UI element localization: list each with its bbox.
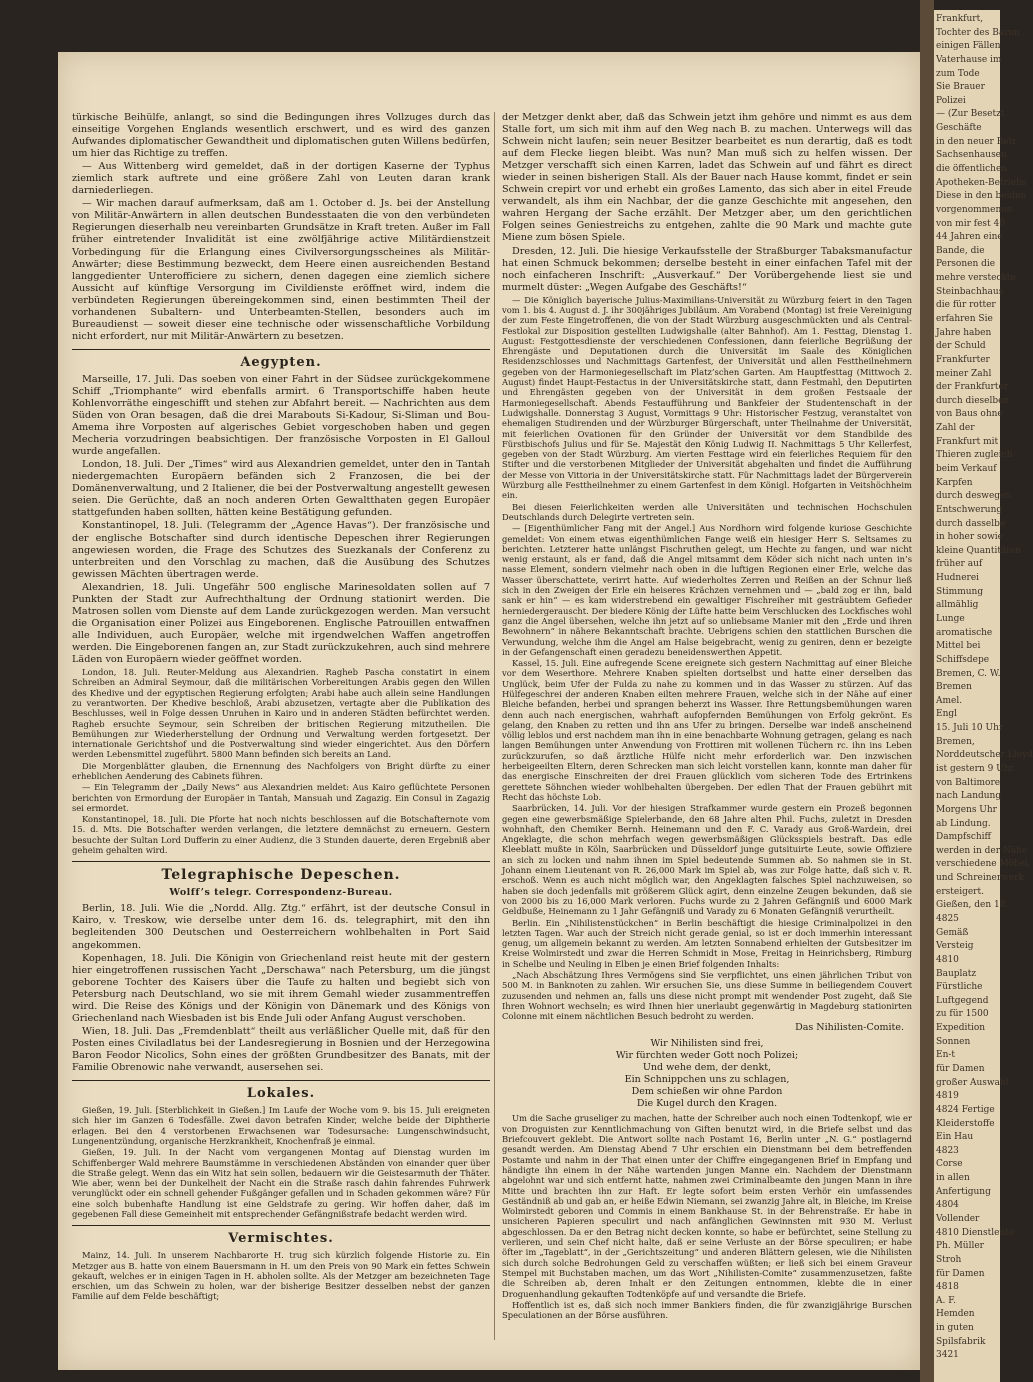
edge-fragment: verschiedene Möbel, xyxy=(936,859,1031,870)
paragraph-giessen-baumstaemme: Gießen, 19. Juli. In der Nacht vom vergangenen Montag auf Dienstag wurden im Schiffenberger Wald mehrere Baumstämme in verschiedenen Abständen von einander quer über die Straße gelegt. Wenn das ein Witz hat sein sollen, bedauern wir die Geistesarmuth der Thäter. Wie aber, wenn bei der Dunkelheit der Nacht ein die Straße rasch dahin fahrendes Fuhrwerk verunglückt oder ein schnell gehender Fußgänger gefallen und in Schaden gekommen wäre? Für eine solch bubenhafte Handlung ist eine Geldstrafe zu gering. Wir hoffen daher, daß im gegebenen Fall diese Gemeinheit mit entsprechender Gefängnißstrafe bedacht werden wird. xyxy=(72,1147,490,1219)
paragraph-marseille: Marseille, 17. Juli. Das soeben von einer Fahrt in der Südsee zurückgekommene Schiff „Triomphante“ wird ebenfalls armirt. 6 Transportschiffe haben heute Kohlenvorräthe eingeschifft und stehen zur Abfahrt bereit. — Nachrichten aus dem Süden von Oran besagen, daß die drei Marabouts Si-Kadour, Si-Sliman und Bou-Amema ihre Vorposten auf algerisches Gebiet vorgeschoben haben und gegen Mecheria vorzudringen beabsichtigen. Der französische Vorposten in El Galloul wurde angefallen. xyxy=(72,373,490,458)
heading-vermischtes: Vermischtes. xyxy=(72,1225,490,1246)
edge-fragment: Mittel bei xyxy=(936,641,981,652)
verse-line: Ein Schnippchen uns zu schlagen, xyxy=(624,1074,790,1086)
edge-fragment: beim Verkauf xyxy=(936,464,997,474)
paragraph-wittenberg-typhus: — Aus Wittenberg wird gemeldet, daß in der dortigen Kaserne der Typhus ziemlich stark auftrete und eine größere Zahl von Leuten daran krank darniederliegen. xyxy=(72,161,490,197)
edge-fragment: von Baus ohne xyxy=(936,409,1003,420)
edge-fragment: Spilsfabrik xyxy=(936,1336,986,1347)
paragraph-morgenblaetter: Die Morgenblätter glauben, die Ernennung des Nachfolgers von Bright dürfte zu einer erheblichen Aenderung des Cabinets führen. xyxy=(72,760,490,781)
signature-nihilisten-comite: Das Nihilisten-Comite. xyxy=(795,1022,904,1034)
edge-fragment: Stroh xyxy=(936,1254,962,1265)
edge-fragment: Sonnen xyxy=(936,1036,971,1047)
edge-fragment: Steinbachhaus xyxy=(936,286,1004,297)
paragraph-konstantinopel-suezkanal: Konstantinopel, 18. Juli. (Telegramm der „Agence Havas“). Der französische und der englische Botschafter sind durch identische Depeschen ihrer Regierungen angewiesen worden, die Frage des Schutzes des Suezkanals der Conferenz zu unterbreiten und den Vorschlag zu machen, daß die Ausübung des Schutzes gewissen Mächten übertragen werde. xyxy=(72,520,490,580)
column-rule xyxy=(494,112,495,1340)
paragraph-london-reuter: London, 18. Juli. Reuter-Meldung aus Alexandrien. Ragheb Pascha constatirt in einem Schreiben an Admiral Seymour, daß die militärischen Vorbereitungen Arabis gegen den Willen des Khedive und der egyptischen Regierung erfolgten; Arabi habe auch allein seine Handlungen zu verantworten. Der Khedive beschloß, Arabi abzusetzen, vertagte aber die Publikation des Beschlusses, weil in Folge dessen Unruhen in Kairo und in anderen Städten befürchtet werden. Ragheb ersuchte Seymour, sein Schreiben der britischen Regierung mitzutheilen. Die Bemühungen zur Wiederherstellung der Ordnung und Verwaltung werden fortgesetzt. Der internationale Gerichtshof und die Postverwaltung sind wieder eingerichtet. Aus den Dörfern werden Lebensmittel zugeführt. 5800 Mann befinden sich bereits an Land. xyxy=(72,667,490,760)
edge-fragment: Hemden xyxy=(936,1309,975,1320)
edge-fragment: und Schreinerwerk xyxy=(936,873,1024,884)
edge-fragment: Expedition xyxy=(936,1023,986,1034)
edge-fragment: zu für 1500 xyxy=(936,1009,989,1020)
edge-fragment: zum Tode xyxy=(936,68,980,79)
edge-fragment: Kleiderstoffe xyxy=(936,1118,995,1129)
edge-fragment: Versteig xyxy=(936,941,974,952)
heading-telegraphische-depeschen: Telegraphische Depeschen. xyxy=(72,861,490,883)
edge-fragment: Luftgegend xyxy=(936,995,989,1006)
edge-fragment: werden in der Nähe xyxy=(936,845,1028,856)
edge-fragment: durch deswegen xyxy=(936,491,1012,502)
edge-fragment: Hudnerei xyxy=(936,573,980,584)
edge-fragment: nach Landung xyxy=(936,791,1002,802)
edge-fragment: in allen xyxy=(936,1173,970,1184)
edge-fragment: 4804 xyxy=(936,1200,959,1211)
edge-fragment: 4810 xyxy=(936,954,959,965)
edge-fragment: mehre versteckte xyxy=(936,273,1016,284)
edge-fragment: großer Auswahl xyxy=(936,1077,1009,1088)
edge-fragment: Lunge xyxy=(936,614,965,624)
edge-fragment: 4810 Dienstleute xyxy=(936,1227,1015,1238)
paragraph-berlin-konsul: Berlin, 18. Juli. Wie die „Nordd. Allg. Ztg.“ erfährt, ist der deutsche Consul in Kairo, v. Treskow, wie derselbe unter dem 16. ds. telegraphirt, mit den ihn begleitenden 300 Deutschen und Oesterreichern wohlbehalten in Port Said angekommen. xyxy=(72,903,490,951)
edge-fragment: vorgenommenen xyxy=(936,204,1013,215)
paragraph-kassel-rettung: Kassel, 15. Juli. Eine aufregende Scene ereignete sich gestern Nachmittag auf einer Bleiche vor dem Weserthore. Mehrere Knaben spielten dortselbst und hatte einer derselben das Unglück, beim Ufer der Fulda zu nahe zu kommen und in das Wasser zu stürzen. Auf das Hülfegeschrei der anderen Knaben eilten mehrere Frauen, welche sich in der Nähe auf einer Bleiche befanden, herbei und sprangen beherzt ins Wasser. Ihre Rettungsbemühungen waren denn auch nach energischen, wahrhaft aufopfernden Bemühungen von Erfolg gekrönt. Es gelang, den Knaben zu retten und ihn ans Ufer zu bringen. Derselbe war indeß anscheinend völlig leblos und erst nachdem man ihn in eine benachbarte Wohnung getragen, gelang es nach langen Bemühungen unter Anwendung von Frottiren mit wollenen Tüchern rc. ihn ins Leben zurückzurufen, so daß ärztliche Hülfe nicht mehr erforderlich war. Den inzwischen herbeigeeilten Eltern, deren Schrecken man sich leicht vorstellen kann, konnte man daher für das energische Einschreiten der drei Frauen glücklich vom sicheren Tode des Ertrinkens gerettete Söhnchen wieder wohlbehalten übergeben. Der edlen That der Frauen gebührt mit Recht das höchste Lob. xyxy=(502,658,912,802)
edge-fragment: Schiffsdepe xyxy=(936,654,990,665)
edge-fragment: Ph. Müller xyxy=(936,1241,984,1252)
edge-fragment: ist gestern 9 Uhr xyxy=(936,764,1014,774)
edge-fragment: Bauplatz xyxy=(936,968,977,979)
edge-fragment: 15. Juli 10 Uhr xyxy=(936,723,1004,734)
edge-fragment: Engl xyxy=(936,709,958,720)
edge-fragment: Fürstliche xyxy=(936,982,983,993)
edge-fragment: Zahl der xyxy=(936,423,975,434)
edge-fragment: Frankfurt, xyxy=(936,14,984,24)
edge-fragment: Diese in den beiden xyxy=(936,191,1027,202)
edge-fragment: Bremen, xyxy=(936,736,975,747)
paragraph-dresden-ausverkauf: Dresden, 12. Juli. Die hiesige Verkaufsstelle der Straßburger Tabaksmanufactur hat einen Schmuck bekommen; derselbe besteht in einer einfachen Tafel mit der noch einfacheren Inschrift: „Ausverkauf.“ Der Vorübergehende liest sie und murmelt düster: „Wegen Aufgabe des Geschäfts!“ xyxy=(502,245,912,293)
verse-line: Wir Nihilisten sind frei, xyxy=(650,1038,764,1050)
edge-fragment: die öffentlichen xyxy=(936,164,1008,174)
heading-lokales: Lokales. xyxy=(72,1080,490,1101)
edge-fragment: Tochter des Baron xyxy=(936,27,1020,38)
paragraph-london-times: London, 18. Juli. Der „Times“ wird aus Alexandrien gemeldet, unter den in Tantah niedergemachten Europäern befänden sich 2 Franzosen, die bei der Domänenverwaltung, und 2 Italiener, die bei der Postverwaltung angestellt gewesen seien. Die Gerüchte, daß an noch anderen Orten Gewaltthaten gegen Europäer stattgefunden haben sollten, hätten keine Bestätigung gefunden. xyxy=(72,459,490,519)
left-column xyxy=(72,112,490,1340)
edge-fragment: En-t xyxy=(936,1050,956,1061)
verse-line: Und wehe dem, der denkt, xyxy=(642,1062,772,1074)
edge-fragment: A. F. xyxy=(936,1295,956,1306)
edge-fragment: 4825 xyxy=(936,914,959,924)
edge-fragment: Geschäfte xyxy=(936,123,982,134)
adjacent-page-edge xyxy=(934,10,1033,1382)
edge-fragment: in hoher sowie xyxy=(936,532,1003,543)
edge-fragment: Frankfurt mit xyxy=(936,436,999,447)
edge-fragment: Frankfurter xyxy=(936,354,990,365)
edge-fragment: Vaterhause im xyxy=(936,54,1002,65)
edge-fragment: für Damen xyxy=(936,1064,985,1074)
paragraph-hochschulen-delegirte: Bei diesen Feierlichkeiten werden alle Universitäten und technischen Hochschulen Deutschlands durch Delegirte vertreten sein. xyxy=(502,501,912,522)
paragraph-mainz-schwein: Mainz, 14. Juli. In unserem Nachbarorte H. trug sich kürzlich folgende Historie zu. Ein Metzger aus B. hatte von einem Bauersmann in H. um den Preis von 90 Mark ein fettes Schwein gekauft, welches er in einigen Tagen in H. abholen sollte. Als der Metzger am bezeichneten Tage erschien, um das Schwein zu holen, war der bisherige Besitzer desselben nebst der ganzen Familie auf dem Felde beschäftigt; xyxy=(72,1250,490,1302)
edge-fragment: durch dieselben xyxy=(936,395,1010,406)
edge-fragment: Morgens Uhr xyxy=(936,804,997,815)
nihilist-verse xyxy=(502,1038,912,1110)
paragraph-kopenhagen: Kopenhagen, 18. Juli. Die Königin von Griechenland reist heute mit der gestern hier eingetroffenen russischen Yacht „Derschawa“ nach Petersburg, um die jüngst geborene Tochter des Kaisers über die Taufe zu halten und begiebt sich von Petersburg nach Deutschland, wo sie mit ihrem Gemahl wieder zusammentreffen wird. Die Reise des Königs und der Königin von Dänemark und des Königs von Griechenland nach Wiesbaden ist bis Ende Juli oder Anfang August verschoben. xyxy=(72,952,490,1024)
edge-fragment: Ein Hau xyxy=(936,1132,974,1143)
edge-fragment: erfahren Sie xyxy=(936,314,993,324)
edge-fragment: Karpfen xyxy=(936,477,973,488)
edge-fragment: der Schuld xyxy=(936,341,986,352)
subheading-wolff-bureau: Wolff’s telegr. Correspondenz-Bureau. xyxy=(169,887,393,899)
verse-line: Wir fürchten weder Gott noch Polizei; xyxy=(615,1050,799,1062)
paragraph-alexandrien: Alexandrien, 18. Juli. Ungefähr 500 englische Marinesoldaten sollen auf 7 Punkten der Stadt zur Aufrechthaltung der Ordnung stationirt werden. Die Matrosen sollen vom Dienste auf dem Lande zurückgezogen werden. Man versucht die Organisation einer Polizei aus Eingeborenen. Englische Patrouillen entwaffnen alle Individuen, auch Europäer, welche mit irgendwelchen Waffen angetroffen werden. Die Eingeborenen fangen an, zur Stadt zurückzukehren, auch sind mehrere Läden von Europäern wieder geöffnet worden. xyxy=(72,581,490,665)
verse-line: Dem schießen wir ohne Pardon xyxy=(631,1086,783,1098)
right-column xyxy=(502,112,912,1340)
edge-fragment: 4819 xyxy=(936,1091,959,1102)
edge-fragment: Thieren zugleich xyxy=(936,450,1013,461)
edge-fragment: kleine Quantitäten xyxy=(936,545,1022,556)
edge-fragment: Dampfschiff xyxy=(936,832,991,843)
edge-fragment: von Baltimore xyxy=(936,777,1001,788)
edge-fragment: 44 Jahren eine xyxy=(936,232,1003,243)
edge-fragment: von mir fest 40 xyxy=(936,218,1005,229)
edge-fragment: Personen die xyxy=(936,259,996,270)
edge-fragment: Bande, die xyxy=(936,245,985,256)
edge-fragment: 3421 xyxy=(936,1350,959,1361)
heading-aegypten: Aegypten. xyxy=(72,349,490,370)
edge-fragment: Anfertigung xyxy=(936,1186,991,1197)
paragraph-konstantinopel-pforte: Konstantinopel, 18. Juli. Die Pforte hat noch nichts beschlossen auf die Botschafternote vom 15. d. Mts. Die Botschafter werden verlangen, die letztere demnächst zu erneuern. Gestern besuchte der Sultan Lord Dufferin zu einer Audienz, die 3 Stunden dauerte, deren Ergebniß aber geheim gehalten wird. xyxy=(72,814,490,856)
binding-gutter xyxy=(920,0,934,1382)
edge-fragment: Norddeutscher Lloyd xyxy=(936,750,1033,761)
edge-fragment: allmählig xyxy=(936,600,979,611)
edge-fragment: Sie Brauer xyxy=(936,82,985,93)
edge-fragment: früher auf xyxy=(936,559,983,570)
edge-fragment: Entschwerung xyxy=(936,504,1003,515)
paragraph-nihilisten-brief: „Nach Abschätzung Ihres Vermögens sind Sie verpflichtet, uns einen jährlichen Tribut von 500 M. in Banknoten zu zahlen. Wir ersuchen Sie, uns diese Summe in beiliegendem Couvert zuzusenden und nehmen an, falls uns diese nicht prompt mit wendender Post zugeht, daß Sie Ihren Wohnort wechseln; es wird Ihnen hier unerlaubt gegenwärtig in Magdeburg stationirten Colonne mit einem nächtlichen Besuch bedroht zu werden. xyxy=(502,970,912,1022)
edge-fragment: in den neuer Betr xyxy=(936,136,1017,147)
edge-fragment: durch dasselbe xyxy=(936,518,1006,529)
edge-fragment: Corse xyxy=(936,1159,963,1170)
newspaper-page xyxy=(58,52,920,1370)
edge-fragment: aromatische xyxy=(936,627,993,638)
edge-fragment: die für rotter xyxy=(936,300,996,311)
edge-fragment: Bremen, C. W. xyxy=(936,668,1001,679)
paragraph-wuerzburg-jubilaeum: — Die Königlich bayerische Julius-Maximilians-Universität zu Würzburg feiert in den Tagen vom 1. bis 4. August d. J. ihr 300jähriges Jubiläum. Am Vorabend (Montag) ist freie Vereinigung der zum Feste Eingetroffenen, die von der Stadt Würzburg ausgeschmückten und als Central-Festlokal zur Disposition gestellten Ludwigshalle (alter Bahnhof). Am 1. Festtag, Dienstag 1. August: Festgottesdienste der verschiedenen Confessionen, dann feierliche Begrüßung der Ehrengäste und Deputationen durch die Universität im Saale des Königlichen Residenzschlosses und Nachmittags Gartenfest, der Universität und allen Festtheilnehmern gegeben von der Harmoniegesellschaft im Platz’schen Garten. Am Hauptfesttag (Mittwoch 2. August) findet Haupt-Festactus in der Universitätskirche statt, dann Festmahl, den Deputirten und Ehrengästen gegeben von der Universität in dem großen Festsaale der Harmoniegesellschaft. Abends Festaufführung und Bankfeier der Studentenschaft in der Ludwigshalle. Donnerstag 3 August, Vormittags 9 Uhr: Historischer Festzug, veranstaltet von ehemaligen Studirenden und der Würzburger Bürgerschaft, unter Theilnahme der Universität, mit feierlichen Ovationen für den Gründer der Universität vor dem Standbilde des Fürstbischofs Julius und für Se. Majestät den König Ludwig II. Nachmittags 5 Uhr Kellerfest, gegeben von der Stadt Würzburg. Am vierten Festtage wird ein feierliches Requiem für den Stifter und die verstorbenen Mitglieder der Universität abgehalten und findet die Aufführung der Messe von Vittoria in der Universitätskirche statt. Für Nachmittags ladet der Bürgerverein Würzburg alle Festtheilnehmer zu einem Gartenfest in dem Königl. Hofgarten in Veitshöchheim ein. xyxy=(502,294,912,501)
edge-fragment: der Frankfurter xyxy=(936,382,1009,393)
verse-line: Die Kugel durch den Kragen. xyxy=(636,1098,778,1110)
paragraph-giessen-sterblichkeit: Gießen, 19. Juli. [Sterblichkeit in Gießen.] Im Laufe der Woche vom 9. bis 15. Juli ereigneten sich hier im Ganzen 6 Todesfälle. Zwei davon betrafen Kinder, welche beide der Diphtherie erlagen. Bei den 4 verstorbenen Erwachsenen war Todesursache: Lungenschwindsucht, Lungenentzündung, organische Herzkrankheit, Knochenfraß je einmal. xyxy=(72,1105,490,1146)
paragraph-wien: Wien, 18. Juli. Das „Fremdenblatt“ theilt aus verläßlicher Quelle mit, daß für den Posten eines Civiladlatus bei der Landesregierung in Bosnien und der Herzegowina Baron Feodor Nicolics, Sohn eines der größten Grundbesitzer des Banats, mit der Familie Obrenowic nahe verwandt, ausersehen sei. xyxy=(72,1025,490,1073)
edge-fragment: 4824 Fertige xyxy=(936,1104,995,1115)
paragraph-saarbruecken-spielerbande: Saarbrücken, 14. Juli. Vor der hiesigen Strafkammer wurde gestern ein Prozeß begonnen gegen eine gewerbsmäßige Spielerbande, den 68 Jahre alten Phil. Fuchs, zuletzt in Dresden wohnhaft, den Chemiker Bernh. Heinemann und den F. C. Varady aus Groß-Wardein, drei Angeklagte, die schon mehrfach wegen gewerbsmäßigen Glücksspiels bestraft. Das edle Kleeblatt mußte in Köln, Saarbrücken und Düsseldorf junge gutsituirte Leute, sowie Offiziere an sich zu locken und nahm ihnen im Spiel bedeutende Summen ab. So nahmen sie in St. Johann einem Lieutenant von R. 26,000 Mark im Spiel ab, was zur Folge hatte, daß sich v. R. erschoß. Wenn es auch nicht möglich war, den Angeklagten falsches Spiel nachzuweisen, so haben sie doch jedenfalls mit größerem Glück agirt, denn einzelne Zeugen bekunden, daß sie von 2000 bis zu 16,000 Mark verloren. Fuchs wurde zu 2 Jahren Gefängniß und 6000 Mark Geldbuße, Heinemann zu 1 Jahr Gefängniß und Varady zu 6 Monaten Gefängniß verurtheilt. xyxy=(502,803,912,917)
edge-fragment: Polizei xyxy=(936,95,966,106)
edge-fragment: Vollender xyxy=(936,1214,980,1224)
edge-fragment: Stimmung xyxy=(936,586,984,597)
edge-fragment: 4823 xyxy=(936,1145,959,1156)
paragraph-militaer-anwaerter: — Wir machen darauf aufmerksam, daß am 1. October d. Js. bei der Anstellung von Militär-Anwärtern in allen deutschen Bundesstaaten die von den verbündeten Regierungen dieserhalb neu vereinbarten Grundsätze in Kraft treten. Außer im Fall früher eintretender Invalidität ist eine zwölfjährige active Militärdienstzeit Vorbedingung für die Erlangung eines Civilversorgungsscheines als Militär-Anwärter; diese Bestimmung bezweckt, dem Heere einen ausreichenden Bestand langgedienter Unterofficiere zu sichern, denen dagegen eine ziemlich sichere Aussicht auf künftige Versorgung im Civildienste eröffnet wird, indem die verbündeten Regierungen übereingekommen sind, einen bestimmten Theil der vorhandenen Subaltern- und Unterbeamten-Stellen, besonders auch im Bureaudienst — soweit dieser eine technische oder wissenschaftliche Vorbildung nicht erfordert, nur mit Militär-Anwärtern zu besetzen. xyxy=(72,198,490,342)
edge-fragment: für Damen xyxy=(936,1268,985,1279)
edge-fragment: Sachsenhausen xyxy=(936,150,1007,161)
paragraph-todtenkopf-verhaftung: Um die Sache gruseliger zu machen, hatte der Schreiber auch noch einen Todtenkopf, wie er von Droguisten zur Kenntlichmachung von Giften benutzt wird, in die Briefe selbst und das Briefcouvert geklebt. Die Antwort sollte nach Postamt 16, Berlin unter „N. G.“ postlagernd gesandt werden. Am Dienstag Abend 7 Uhr erschien ein Dienstmann bei dem betreffenden Postamte und nahm in der That einen unter der Chiffre eingegangenen Brief in Empfang und händigte ihn einem in der Nähe wartenden jungen Manne ein. Nachdem der Dienstmann abgelohnt war und sich entfernt hatte, nahmen zwei Criminalbeamte den jungen Mann in ihre Mitte und brachten ihn zur Haft. Er legte sofort beim ersten Verhör ein umfassendes Geständniß ab und gab an, er heiße Edwin Niemann, sei zwanzig Jahre alt, in Bleiche, im Kreise Wolmirstedt geboren und Commis in einem Bankhause St. in der Behrenstraße. Er habe in unsicheren Papieren speculirt und nach anfänglichen Gewinnsten mit 930 M. Verlust abgeschlossen. Da er den Betrag nicht decken konnte, so habe er befürchtet, seine Stellung zu verlieren, und sein Chef nicht halte, daß er seine Verluste an der Börse speculiren; er habe öfter im „Tageblatt“, in der „Gerichtszeitung“ und anderen Blättern gelesen, wie die Nihilisten sich durch solche Bedrohungen Geld zu verschaffen wüßten; er ließ sich bei einem Graveur Stempel mit Buchstaben machen, um das Wort „Nihilisten-Comite“ zusammenzusetzen, faßte die Schreiben ab, deren Inhalt er den Zeitungen entnommen, klebte die in einer Droguenhandlung gekauften Todtenköpfe auf und versandte die Briefe. xyxy=(502,1113,912,1299)
paragraph-berlin-nihilisten: Berlin. Ein „Nihilistenstückchen“ in Berlin beschäftigt die hiesige Criminalpolizei in den letzten Tagen. War auch der Streich nicht gerade genial, so ist er doch immerhin interessant genug, um allgemein bekannt zu werden. Am letzten Sonnabend erhielten der Gutsbesitzer im Kreise Wolmirstedt und zwar die Herren Schmidt in Mose, Freitag in Heinrichsberg, Rimburg in Schelbe und Neuling in Elben je einen Brief folgenden Inhalts: xyxy=(502,917,912,969)
paragraph-bankiers: Hoffentlich ist es, daß sich noch immer Bankiers finden, die für zwanzigjährige Burschen Speculationen an der Börse ausführen. xyxy=(502,1299,912,1321)
paragraph-fang-mit-der-angel: — [Eigenthümlicher Fang mit der Angel.] Aus Nordhorn wird folgende kuriose Geschichte gemeldet: Von einem etwas eigenthümlichen Fange weiß ein hiesiger Herr S. Seltsames zu berichten. Letzterer hatte unlängst Fischruthen gelegt, um Hechte zu fangen, und war nicht wenig erstaunt, als er fand, daß die Angel mitsammt dem Köder sich nicht nach unten in’s nasse Element, sondern vielmehr nach oben in die luftigen Regionen einer Erle, welche das Wasser überschattete, verirrt hatte. Auf wiederholtes Zerren und Reißen an der Schnur ließ sich in den Zweigen der Erle ein heiseres Krächzen vernehmen und — „bald zog er ihn, bald sank er hin“ — es kam widerstrebend ein gewaltiger Fischreiher mit gesträubtem Gefieder herniedergerauscht. Der biedere König der Lüfte hatte beim Verschlucken des Lockfisches wohl ganz die Angel übersehen, welche ihn jetzt auf so unliebsame Manier mit den „Erde und ihren Bewohnern“ in nähere Bekanntschaft brachte. Uebrigens schien den stattlichen Burschen die Verwundung, welche ihm die Angel am Halse beigebracht, wenig zu geniren, denn er bezeigte in der Gefangenschaft einen geradezu beneidenswerthen Appetit. xyxy=(502,523,912,657)
edge-fragment: Jahre haben xyxy=(936,327,992,338)
edge-fragment: Gießen, den 18. xyxy=(936,900,1009,911)
edge-fragment: einigen Fällen xyxy=(936,41,1001,52)
edge-fragment: meiner Zahl xyxy=(936,368,992,379)
edge-fragment: Amel. xyxy=(936,695,963,706)
edge-fragment: Gemäß xyxy=(936,927,969,938)
edge-fragment: — (Zur Besetzt xyxy=(936,109,1005,120)
paragraph-daily-news: — Ein Telegramm der „Daily News“ aus Alexandrien meldet: Aus Kairo geflüchtete Personen berichten von Ermordung der Europäer in Tantah, Mansuah und Zagazig. Ein Consul in Zagazig sei ermordet. xyxy=(72,782,490,813)
paragraph-tuerkische-beihuelfe: türkische Beihülfe, anlangt, so sind die Bedingungen ihres Vollzuges durch das einseitige Vorgehen Englands wesentlich erschwert, und es wird des ganzen Aufwandes diplomatischer Gewandtheit und diplomatischen guten Willens bedürfen, um hier das Richtige zu treffen. xyxy=(72,112,490,160)
paragraph-metzger-fortsetzung: der Metzger denkt aber, daß das Schwein jetzt ihm gehöre und nimmt es aus dem Stalle fort, um sich mit ihm auf den Weg nach B. zu machen. Unterwegs will das Schwein nicht laufen; sein neuer Besitzer bearbeitet es nun derartig, daß es todt auf dem Flecke liegen bleibt. Was nun? Man muß sich zu helfen wissen. Der Metzger verschafft sich einen Karren, ladet das Schwein auf und fährt es direct wieder in seinen bisherigen Stall. Als der Bauer nach Hause kommt, findet er sein Schwein crepirt vor und erhebt ein großes Lamento, das sich aber in eitel Freude verwandelt, als ihm ein Nachbar, der die ganze Geschichte mit angesehen, den wahren Hergang der Sache erzählt. Der Metzger aber, um den gerichtlichen Folgen seines Geniestreichs zu entgehen, zahlte die 90 Mark und machte gute Miene zum bösen Spiele. xyxy=(502,112,912,244)
edge-fragment: ersteigert. xyxy=(936,886,984,897)
edge-fragment: Bremen xyxy=(936,682,972,693)
edge-fragment: ab Lindung. xyxy=(936,818,991,829)
edge-fragment: Apotheken-Betriebs xyxy=(936,177,1027,188)
edge-fragment: 4818 xyxy=(936,1282,959,1293)
edge-fragment: in guten xyxy=(936,1323,974,1334)
